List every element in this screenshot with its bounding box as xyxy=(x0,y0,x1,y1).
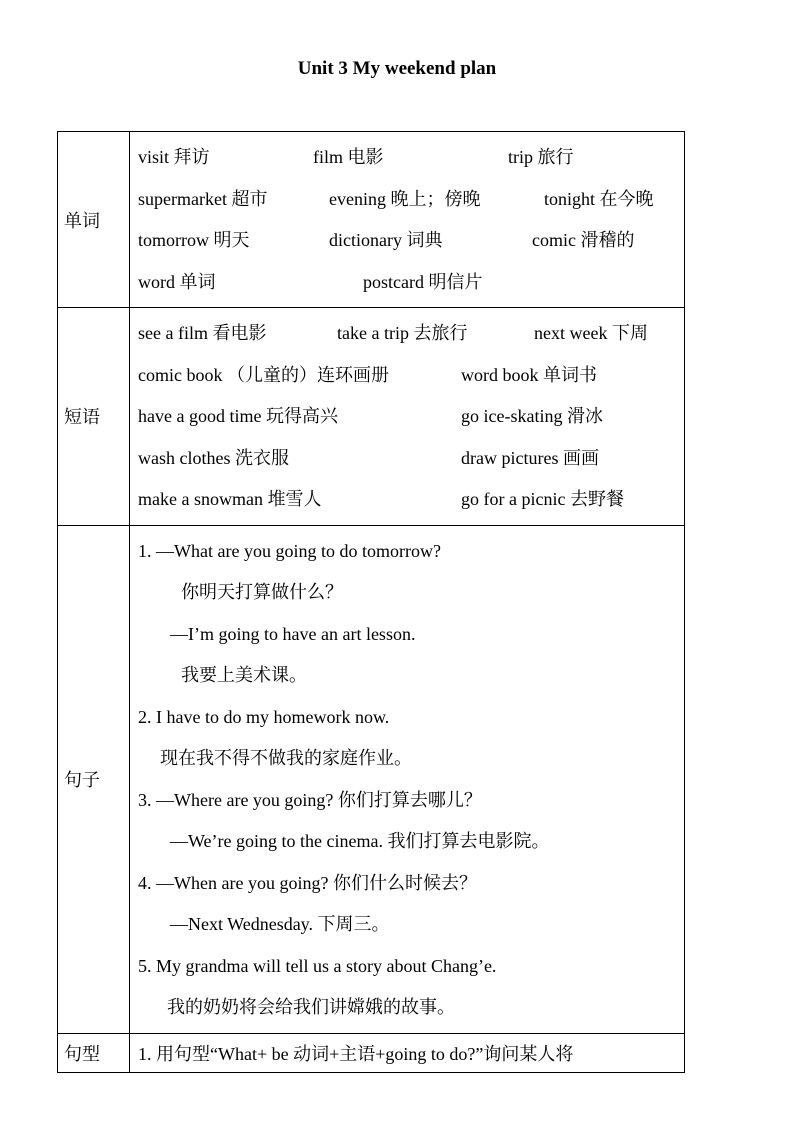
patterns-row xyxy=(58,1033,685,1072)
document-title: Unit 3 My weekend plan xyxy=(297,58,497,79)
patterns-label: 句型 xyxy=(58,1033,130,1072)
sentence-translation: 现在我不得不做我的家庭作业。 xyxy=(160,748,412,768)
vocab-line xyxy=(138,262,684,304)
vocab-line xyxy=(138,179,684,221)
vocab-item: dictionary 词典 xyxy=(329,230,443,250)
phrase-item: comic book （儿童的）连环画册 xyxy=(138,364,389,385)
vocab-item: word 单词 xyxy=(138,271,216,292)
sentence-line: 4. —When are you going? 你们什么时候去？ xyxy=(138,872,477,893)
sentences-row xyxy=(58,525,685,1033)
vocab-item: trip 旅行 xyxy=(508,147,574,167)
sentences-content xyxy=(130,525,685,1033)
vocab-item: tomorrow 明天 xyxy=(138,230,250,250)
pattern-text: 1. 用句型“What+ be 动词+主语+going to do?”询问某人将 xyxy=(130,1033,685,1072)
sentence-line: 5. My grandma will tell us a story about Chang’e. xyxy=(138,955,497,976)
vocab-content xyxy=(130,132,685,308)
sentence-translation: 我要上美术课。 xyxy=(181,665,307,685)
vocab-item: supermarket 超市 xyxy=(138,188,268,209)
vocab-row xyxy=(58,132,685,308)
sentence-line: —We’re going to the cinema. 我们打算去电影院。 xyxy=(170,831,550,851)
vocab-item: tonight 在今晚 xyxy=(544,188,654,209)
phrase-line xyxy=(138,438,684,480)
phrase-item: wash clothes 洗衣服 xyxy=(138,447,289,468)
phrase-item: go ice-skating 滑冰 xyxy=(461,406,603,426)
sentence-translation: 你明天打算做什么？ xyxy=(181,582,343,602)
vocab-item: comic 滑稽的 xyxy=(532,230,635,250)
phrases-row xyxy=(58,308,685,526)
phrase-line xyxy=(138,479,684,521)
phrase-item: word book 单词书 xyxy=(461,364,597,385)
phrases-content xyxy=(130,308,685,526)
vocab-line xyxy=(138,137,684,179)
sentence-line: 2. I have to do my homework now. xyxy=(138,706,390,727)
phrase-item: next week 下周 xyxy=(534,323,648,343)
phrase-line xyxy=(138,313,684,355)
study-table xyxy=(57,131,685,1073)
sentence-translation: 我的奶奶将会给我们讲嫦娥的故事。 xyxy=(167,997,455,1017)
phrase-line xyxy=(138,396,684,438)
phrase-item: draw pictures 画画 xyxy=(461,447,599,468)
phrase-line xyxy=(138,355,684,397)
phrase-item: go for a picnic 去野餐 xyxy=(461,489,624,509)
sentences-label: 句子 xyxy=(58,525,130,1033)
vocab-item: evening 晚上；傍晚 xyxy=(329,188,481,209)
sentence-line: —Next Wednesday. 下周三。 xyxy=(170,914,390,934)
sentence-line: —I’m going to have an art lesson. xyxy=(170,623,416,644)
phrase-item: see a film 看电影 xyxy=(138,323,267,343)
vocab-label: 单词 xyxy=(58,132,130,308)
vocab-item: film 电影 xyxy=(313,147,384,167)
phrase-item: have a good time 玩得高兴 xyxy=(138,406,338,426)
vocab-item: postcard 明信片 xyxy=(363,271,483,292)
sentence-line: 1. —What are you going to do tomorrow? xyxy=(138,540,441,561)
phrase-item: make a snowman 堆雪人 xyxy=(138,489,322,509)
phrase-item: take a trip 去旅行 xyxy=(337,323,468,343)
sentence-line: 3. —Where are you going? 你们打算去哪儿？ xyxy=(138,789,482,810)
vocab-line xyxy=(138,220,684,262)
phrases-label: 短语 xyxy=(58,308,130,526)
vocab-item: visit 拜访 xyxy=(138,147,210,167)
